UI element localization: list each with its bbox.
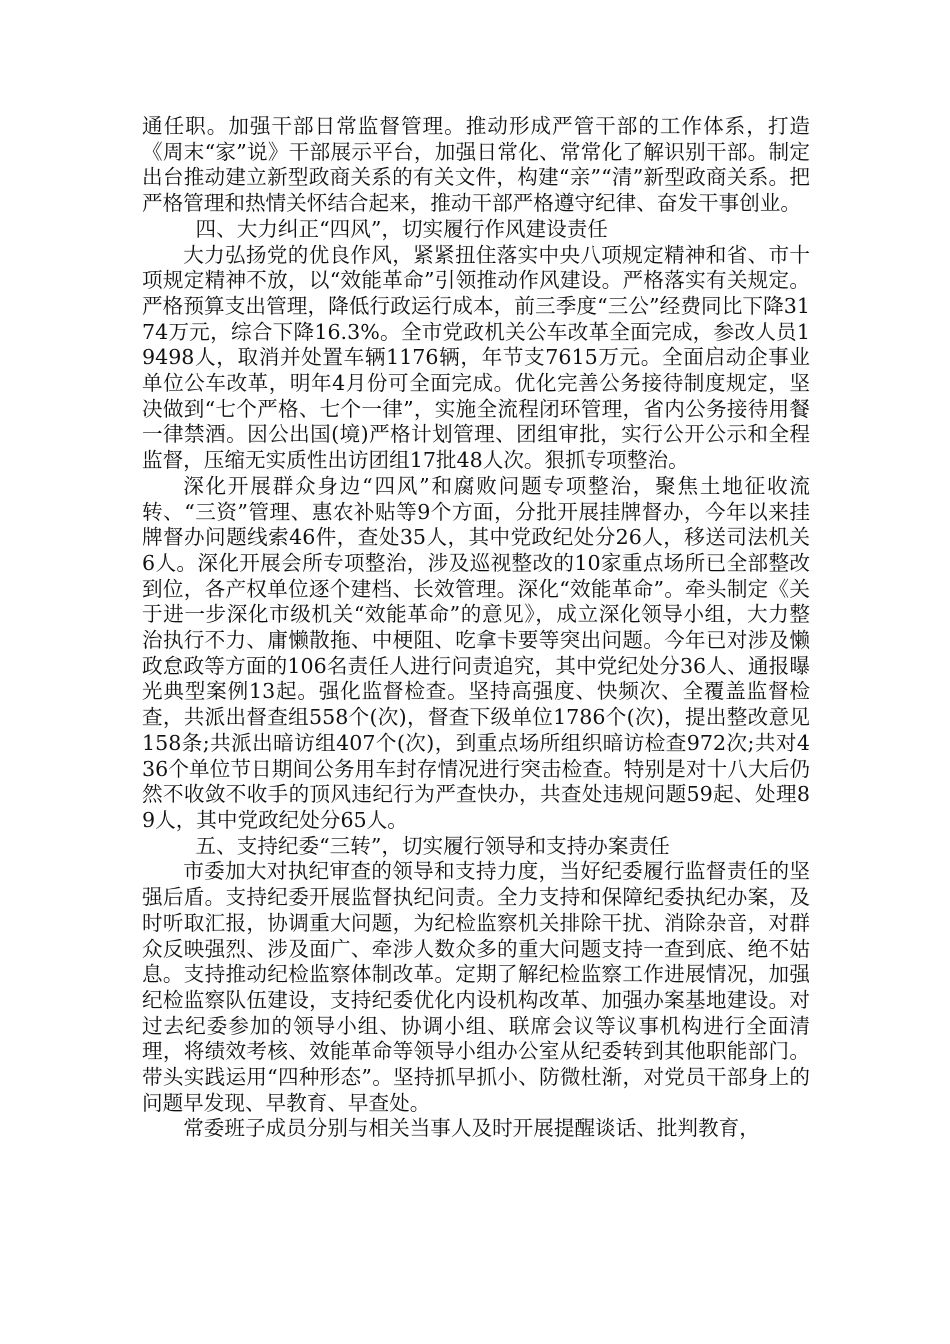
paragraph-style-building: 大力弘扬党的优良作风，紧紧扭住落实中央八项规定精神和省、市十项规定精神不放，以“效能革命”引领推动作风建设。严格落实有关规定。严格预算支出管理，降低行政运行成本，前三季度“三公”经费同比下降3174万元，综合下降16.3%。全市党政机关公车改革全面完成，参改人员19498人，取消并处置车辆1176辆，年节支7615万元。全面启动企事业单位公车改革，明年4月份可全面完成。优化完善公务接待制度规定，坚决做到“七个严格、七个一律”，实施全流程闭环管理，省内公务接待用餐一律禁酒。因公出国(境)严格计划管理、团组审批，实行公开公示和全程监督，压缩无实质性出访团组17批48人次。狠抓专项整治。 (142, 242, 810, 473)
paragraph-standing-committee: 常委班子成员分别与相关当事人及时开展提醒谈话、批判教育， (183, 1116, 760, 1141)
paragraph-continuation: 通任职。加强干部日常监督管理。推动形成严管干部的工作体系，打造《周末“家”说》干部展示平台，加强日常化、常常化了解识别干部。制定出台推动建立新型政商关系的有关文件，构建“亲”“清”新型政商关系。把严格管理和热情关怀结合起来，推动干部严格遵守纪律、奋发干事创业。 (142, 114, 810, 216)
paragraph-special-rectification: 深化开展群众身边“四风”和腐败问题专项整治，聚焦土地征收流转、“三资”管理、惠农补贴等9个方面，分批开展挂牌督办，今年以来挂牌督办问题线索46件，查处35人，其中党政纪处分26人，移送司法机关6人。深化开展会所专项整治，涉及巡视整改的10家重点场所已全部整改到位，各产权单位逐个建档、长效管理。深化“效能革命”。牵头制定《关于进一步深化市级机关“效能革命”的意见》，成立深化领导小组，大力整治执行不力、庸懒散拖、中梗阻、吃拿卡要等突出问题。今年已对涉及懒政怠政等方面的106名责任人进行问责追究，其中党纪处分36人、通报曝光典型案例13起。强化监督检查。坚持高强度、快频次、全覆盖监督检查，共派出督查组558个(次)，督查下级单位1786个(次)，提出整改意见158条;共派出暗访组407个(次)，到重点场所组织暗访检查972次;共对436个单位节日期间公务用车封存情况进行突击检查。特别是对十八大后仍然不收敛不收手的顶风违纪行为严查快办，共查处违规问题59起、处理89人，其中党政纪处分65人。 (142, 473, 810, 832)
section-heading-five: 五、支持纪委“三转”，切实履行领导和支持办案责任 (195, 833, 670, 858)
paragraph-discipline-support: 市委加大对执纪审查的领导和支持力度，当好纪委履行监督责任的坚强后盾。支持纪委开展监督执纪问责。全力支持和保障纪委执纪办案，及时听取汇报，协调重大问题，为纪检监察机关排除干扰、消除杂音，对群众反映强烈、涉及面广、牵涉人数众多的重大问题支持一查到底、绝不姑息。支持推动纪检监察体制改革。定期了解纪检监察工作进展情况，加强纪检监察队伍建设，支持纪委优化内设机构改革、加强办案基地建设。对过去纪委参加的领导小组、协调小组、联席会议等议事机构进行全面清理，将绩效考核、效能革命等领导小组办公室从纪委转到其他职能部门。带头实践运用“四种形态”。坚持抓早抓小、防微杜渐，对党员干部身上的问题早发现、早教育、早查处。 (142, 859, 810, 1115)
section-heading-four: 四、大力纠正“四风”，切实履行作风建设责任 (195, 216, 608, 241)
document-page (142, 114, 810, 1142)
